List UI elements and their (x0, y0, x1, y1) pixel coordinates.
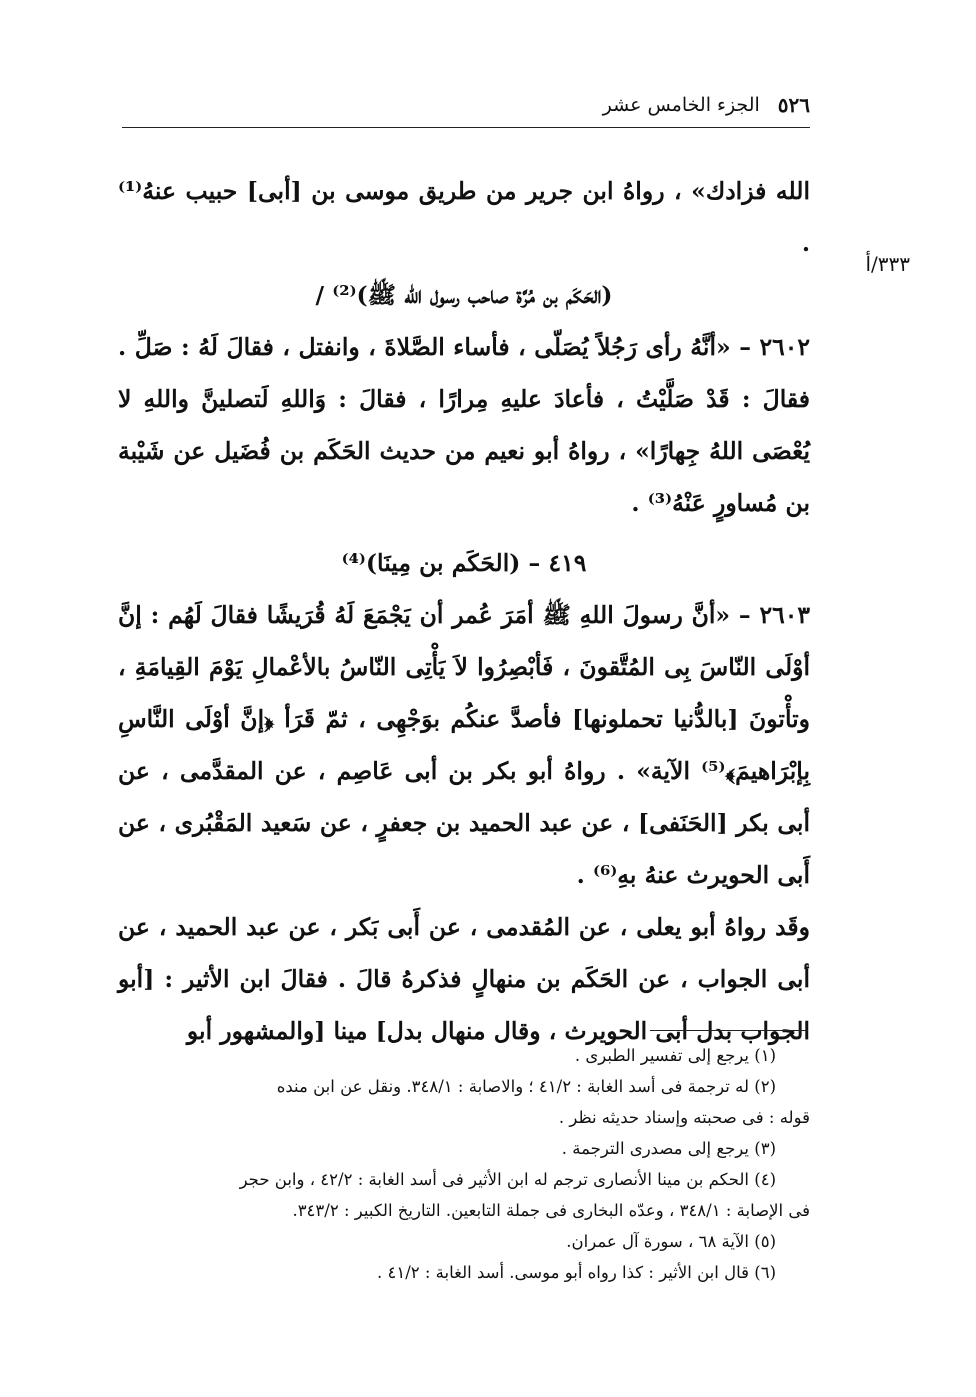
header-rule (122, 127, 810, 128)
footnote-line: (٤) الحكم بن مينا الأنصارى ترجم له ابن الأثير فى أسد الغابة : ٤٢/٢ ، وابن حجر (239, 1170, 776, 1189)
footnote-line: فى الإصابة : ٣٤٨/١ ، وعدّه البخارى فى جملة التابعين. التاريخ الكبير : ٣٤٣/٢. (292, 1201, 810, 1220)
hadith-2603: ٢٦٠٣ – «أنَّ رسولَ اللهِ ﷺ أمَرَ عُمر أن يَجْمَعَ لَهُ قُرَيشًا فقالَ لَهُم : إنَّ أوْلَى النّاسَ بِى المُتَّقونَ ، فَأبْصِرُوا لاَ يَأْتِى النّاسُ بالأعْمالِ يَوْمَ القِيامَةِ ، وتأْتونَ [بالدُّنيا تحملونها] فأصدَّ عنكُم بوَجْهِى ، ثمّ قَرَأ ﴿إنَّ أوْلَى النَّاسِ بِإبْرَاهيمَ﴾⁽⁵⁾ الآية» . رواهُ أبو بكر بن أبى عَاصِم ، عن المقدَّمى ، عن أبى بكر [الحَنَفى] ، عن عبد الحميد بن جعفرٍ ، عن سَعيد المَقْبُرى ، عن أَبى الحويرث عنهُ بهِ⁽⁶⁾ . (118, 601, 810, 889)
footnote-rule (650, 1030, 808, 1031)
footnote-line: قوله : فى صحبته وإسناد حديثه نظر . (558, 1108, 810, 1127)
footnote-line: (٢) له ترجمة فى أسد الغابة : ٤١/٢ ؛ والاصابة : ٣٤٨/١. ونقل عن ابن منده (276, 1077, 776, 1096)
footnote-line: (٦) قال ابن الأثير : كذا رواه أبو موسى. أسد الغابة : ٤١/٢ . (376, 1263, 776, 1282)
running-title: الجزء الخامس عشر (602, 94, 760, 116)
margin-folio-reference: ٣٣٣/أ (865, 252, 910, 276)
footnote-line: (١) يرجع إلى تفسير الطبرى . (574, 1046, 776, 1065)
footnote-line: (٣) يرجع إلى مصدرى الترجمة . (561, 1139, 776, 1158)
hadith-2602: ٢٦٠٢ – «أنَّهُ رأى رَجُلاً يُصَلّى ، فأساء الصَّلاةَ ، وانفتل ، فقالَ لَهُ : صَلِّ . فقالَ : قَدْ صَلَّيْتُ ، فأعادَ عليهِ مِرارًا ، فقالَ : وَاللهِ لَتصلينَّ واللهِ لا يُعْصَى اللهُ جِهارًا» ، رواهُ أبو نعيم من حديث الحَكَم بن فُضَيل عن شَيْبة بن مُساورٍ عَنْهُ⁽³⁾ . (118, 333, 810, 517)
paragraph-continuation: الله فزادك» ، رواهُ ابن جرير من طريق موسى بن [أبى] حبيب عنهُ⁽¹⁾ . (118, 177, 810, 257)
footnote-line: (٥) الآية ٦٨ ، سورة آل عمران. (566, 1232, 776, 1251)
paragraph-abu-yala: وقَد رواهُ أبو يعلى ، عن المُقدمى ، عن أَبى بَكر ، عن عبد الحميد ، عن أبى الجواب ، عن الحَكَم بن منهالٍ فذكرهُ قالَ . فقالَ ابن الأثير : [أبو الجواب بدل أبى الحويرث ، وقال منهال بدل] مينا [والمشهور أبو (118, 913, 810, 1045)
footnotes (118, 1040, 810, 1288)
main-text (118, 165, 810, 1057)
section-heading-1: (الحَكَم بن مُرَّة صاحب رسول الله ﷺ)⁽²⁾ / (315, 281, 613, 309)
page-header (120, 88, 810, 122)
page-number: ٥٢٦ (777, 93, 810, 117)
section-heading-419: ٤١٩ – (الحَكَم بن مِينَا)⁽⁴⁾ (341, 549, 587, 577)
